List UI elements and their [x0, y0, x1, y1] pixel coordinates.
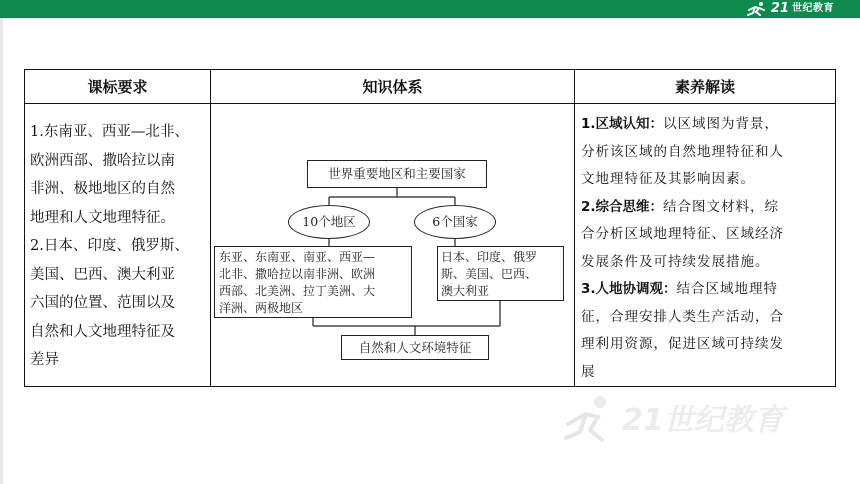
top-bar: [0, 0, 860, 18]
interpretation-title: 1.区域认知：: [581, 116, 664, 132]
countries-line: 日本、印度、俄罗: [441, 250, 538, 264]
regions-line: 东亚、东南亚、南亚、西亚—: [219, 250, 376, 264]
header-interpretation: 素养解读: [575, 70, 836, 104]
requirement-line: 地理和人文地理特征。: [30, 209, 175, 226]
runner-icon: [746, 1, 768, 17]
diagram-root-box: 世界重要地区和主要国家: [307, 160, 487, 188]
diagram-countries-box: [437, 246, 564, 301]
interpretation-line: 展: [581, 363, 596, 380]
interpretation-line: [581, 111, 831, 139]
interpretation-line: [581, 194, 831, 222]
requirement-line: 2.日本、印度、俄罗斯、: [30, 238, 189, 254]
requirement-line: 非洲、极地地区的自然: [30, 181, 175, 197]
watermark-text: 21世纪教育: [622, 403, 784, 438]
logo-text: 世纪教育: [792, 3, 834, 14]
knowledge-diagram: [211, 104, 575, 386]
diagram-features-box: 自然和人文环境特征: [341, 335, 489, 360]
left-edge: [0, 18, 3, 484]
requirement-line: 差异: [30, 352, 59, 368]
diagram-regions-box: [214, 246, 412, 318]
diagram-regions-oval: 10个地区: [288, 205, 370, 239]
countries-line: 斯、美国、巴西、: [441, 267, 538, 281]
interpretation-title: 3.人地协调观：: [581, 281, 677, 297]
interpretation-text: 以区域图为背景，: [663, 116, 780, 132]
interpretation-text: 结合图文材料，综: [663, 198, 780, 215]
interpretation-line: [581, 276, 831, 304]
requirements-cell: [25, 104, 211, 387]
interpretation-line: 征，合理安排人类生产活动，合: [581, 308, 784, 325]
header-knowledge-system: 知识体系: [211, 70, 575, 104]
interpretation-line: 分析该区域的自然地理特征和人: [581, 143, 784, 160]
requirement-line: 1.东南亚、西亚—北非、: [30, 124, 189, 140]
regions-line: 北非、撒哈拉以南非洲、欧洲: [219, 267, 376, 281]
requirement-line: 六国的位置、范围以及: [30, 295, 175, 311]
interpretation-line: 文地理特征及其影响因素。: [581, 171, 755, 187]
requirement-line: 欧洲西部、撒哈拉以南: [30, 152, 175, 169]
table-row: [25, 104, 836, 387]
knowledge-diagram-cell: [211, 104, 575, 387]
syllabus-table: [24, 69, 836, 387]
table-header-row: [25, 70, 836, 104]
interpretation-title: 2.综合思维：: [581, 198, 664, 215]
interpretation-line: 发展条件及可持续发展措施。: [581, 253, 770, 270]
regions-line: 洋洲、两极地区: [219, 301, 304, 315]
regions-line: 西部、北美洲、拉丁美洲、大: [219, 284, 376, 298]
requirement-line: 美国、巴西、澳大利亚: [30, 266, 175, 283]
watermark-logo: [560, 390, 850, 454]
interpretation-line: 合分析区域地理特征、区域经济: [581, 226, 784, 242]
interpretation-cell: [575, 104, 836, 387]
brand-logo: [746, 1, 834, 17]
logo-number: 21: [770, 1, 789, 16]
header-requirements: 课标要求: [25, 70, 211, 104]
countries-line: 澳大利亚: [441, 284, 490, 298]
requirement-line: 自然和人文地理特征及: [30, 323, 175, 340]
interpretation-line: 理利用资源，促进区域可持续发: [581, 336, 784, 352]
interpretation-text: 结合区域地理特: [676, 281, 779, 297]
diagram-countries-oval: 6个国家: [414, 205, 496, 239]
